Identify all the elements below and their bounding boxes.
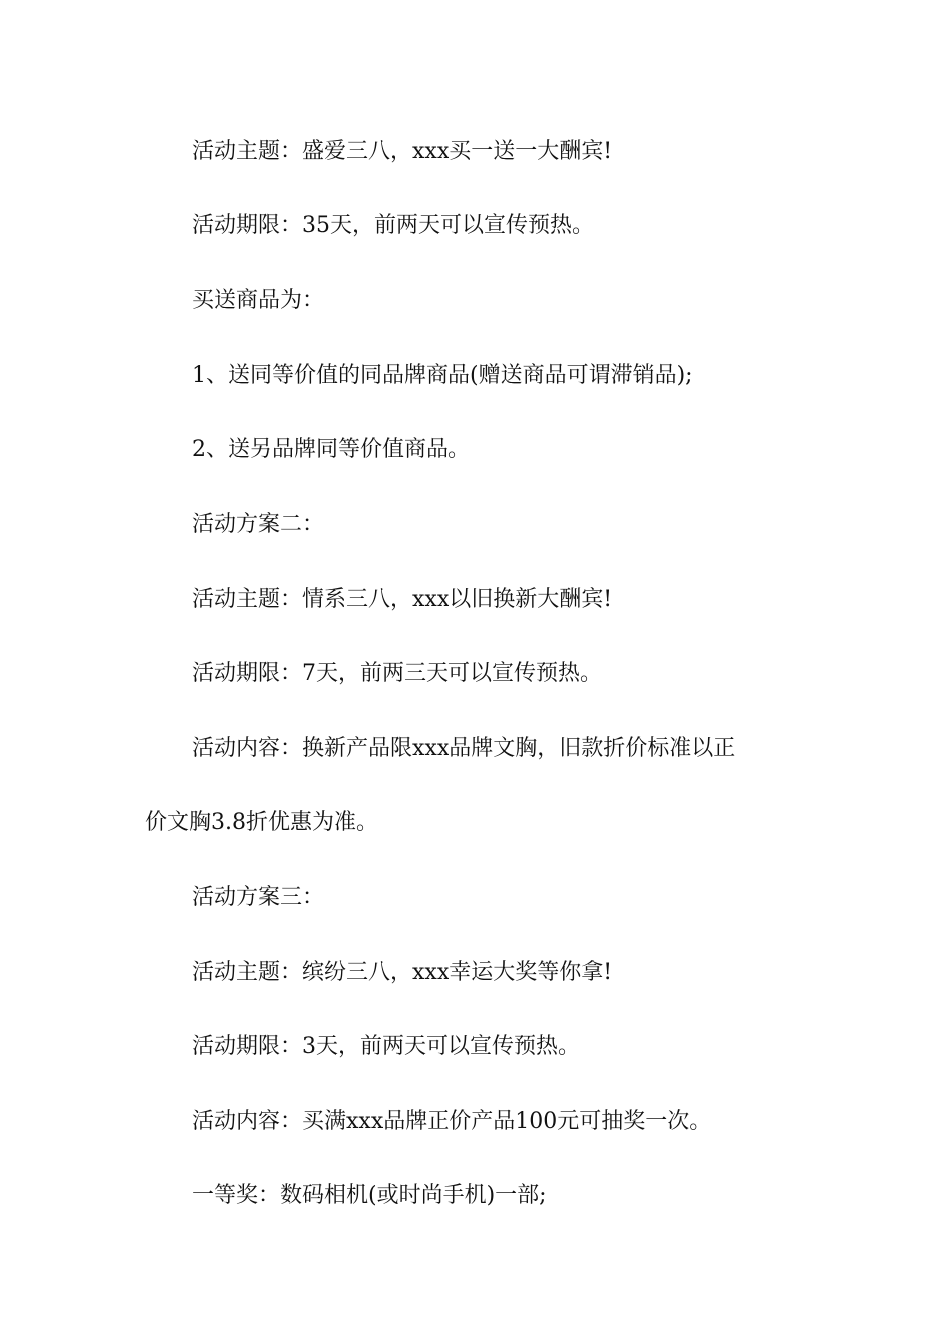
text-line: 活动期限：7天，前两三天可以宣传预热。 [192,661,602,686]
text-line: 活动主题：缤纷三八，xxx幸运大奖等你拿! [192,960,613,985]
section-heading: 活动方案三： [192,885,325,910]
text-line: 买送商品为： [192,288,325,313]
text-line-continuation: 价文胸3.8折优惠为准。 [145,810,378,835]
text-line: 活动内容：换新产品限xxx品牌文胸，旧款折价标准以正 [192,736,736,761]
text-line: 1、送同等价值的同品牌商品(赠送商品可谓滞销品); [192,363,693,388]
text-line: 活动主题：盛爱三八，xxx买一送一大酬宾! [192,139,613,164]
text-line: 活动期限：3天，前两天可以宣传预热。 [192,1034,580,1059]
section-heading: 活动方案二： [192,512,325,537]
text-line: 活动期限：35天，前两天可以宣传预热。 [192,213,594,238]
text-line: 活动主题：情系三八，xxx以旧换新大酬宾! [192,587,613,612]
text-line: 活动内容：买满xxx品牌正价产品100元可抽奖一次。 [192,1109,712,1134]
text-line: 2、送另品牌同等价值商品。 [192,437,470,462]
text-line: 一等奖：数码相机(或时尚手机)一部; [192,1183,547,1208]
